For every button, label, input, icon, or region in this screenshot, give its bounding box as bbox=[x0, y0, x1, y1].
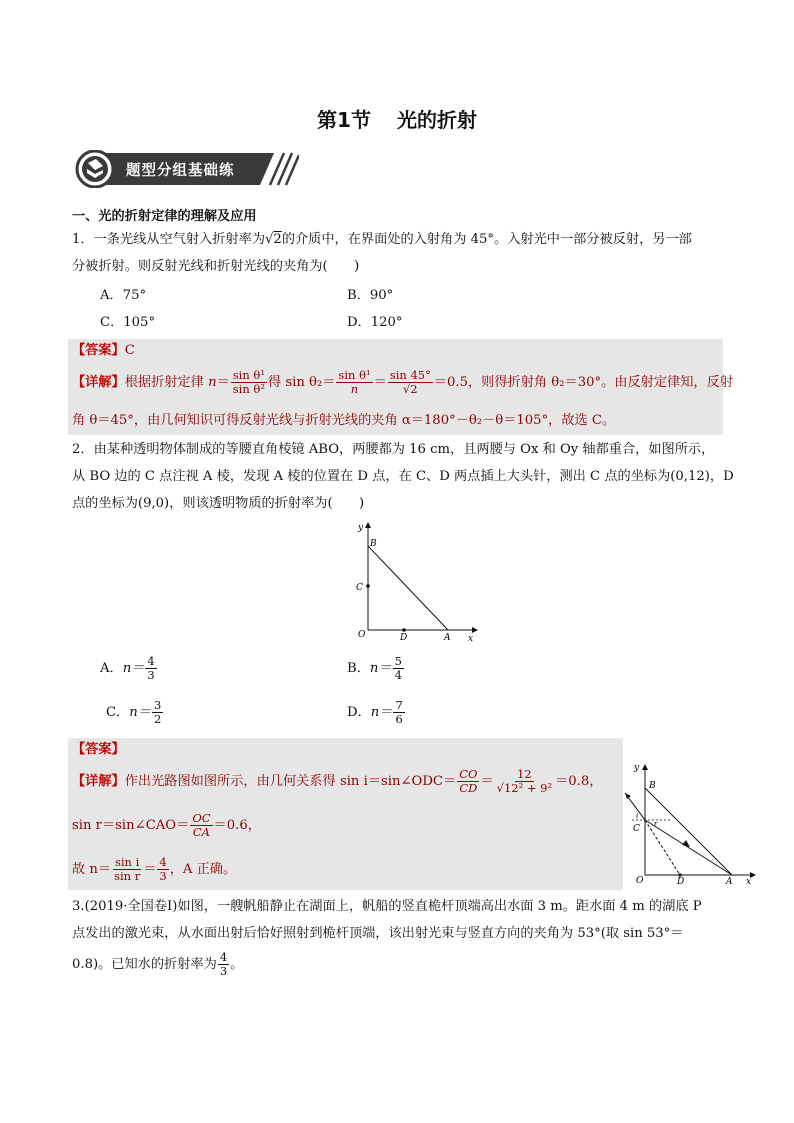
q1-d-text-b: 得 sin θ₂＝ bbox=[267, 375, 336, 390]
q1-fraction-3 bbox=[388, 369, 433, 396]
q2-detail-line1 bbox=[72, 766, 602, 798]
q2-d1-f1-den: CD bbox=[459, 781, 478, 795]
q1-option-b: B．90° bbox=[347, 288, 394, 303]
q2-d2-f-den: CA bbox=[192, 825, 210, 839]
q2-hypotenuse bbox=[368, 546, 448, 630]
q2-d1-f1-num: CO bbox=[459, 767, 478, 781]
q2-answer-tag: 【答案】 bbox=[72, 742, 125, 757]
q2-d1-text-b: ＝0.8， bbox=[555, 774, 603, 789]
q2-y-arrow-icon bbox=[365, 522, 371, 528]
q3-frac-den: 3 bbox=[219, 964, 228, 978]
q2-d3-f2-num: 4 bbox=[159, 855, 167, 869]
book-badge-icon bbox=[77, 151, 113, 187]
q2-detail-figure bbox=[620, 760, 760, 885]
q2f-ray-ac bbox=[645, 820, 732, 875]
q2f-label-r: r bbox=[654, 820, 658, 828]
q2-d3-frac-1 bbox=[112, 856, 142, 883]
q1-option-c: C．105° bbox=[100, 315, 156, 330]
q2-opt-d-frac bbox=[393, 699, 404, 726]
q1-option-d: D．120° bbox=[347, 315, 403, 330]
q1-text-b: 的介质中，在界面处的入射角为 45°。入射光中一部分被反射，另一部 bbox=[281, 232, 692, 247]
q2-d3-frac-2 bbox=[157, 856, 168, 883]
section-number: 第1节 bbox=[317, 108, 371, 132]
q2-opt-a-frac bbox=[145, 655, 156, 682]
q2-opt-c-n: n＝ bbox=[129, 705, 151, 720]
q2f-label-o: O bbox=[636, 876, 644, 885]
q2-opt-d-num: 7 bbox=[395, 698, 403, 712]
q2f-ray-arrow-icon bbox=[682, 840, 690, 847]
q1-option-a: A．75° bbox=[100, 288, 147, 303]
q3-text-a: 0.8)。已知水的折射率为 bbox=[72, 957, 217, 972]
q2-d1-text-a: 作出光路图如图所示，由几何关系得 sin i＝sin∠ODC＝ bbox=[124, 774, 457, 789]
q3-frac-num: 4 bbox=[219, 950, 228, 964]
q2-label-y: y bbox=[358, 523, 364, 533]
q2f-label-x: x bbox=[746, 877, 752, 885]
q1-fraction-1 bbox=[231, 369, 267, 396]
q2f-label-i: i bbox=[636, 812, 639, 820]
q2-option-c bbox=[106, 696, 164, 730]
q1-radicand: 2 bbox=[273, 232, 282, 247]
q2-opt-a-num: 4 bbox=[147, 654, 155, 668]
q1-f2-den: n bbox=[350, 382, 359, 396]
q2-option-b bbox=[347, 652, 405, 686]
q2-d3-text-a: 故 n＝ bbox=[72, 862, 112, 877]
section-heading: 一、光的折射定律的理解及应用 bbox=[72, 209, 257, 224]
q2-d3-f1-num: sin i bbox=[114, 855, 140, 869]
q2-d3-text-b: ，A 正确。 bbox=[169, 862, 237, 877]
q3-text-b: 。 bbox=[230, 957, 244, 972]
q2-stem-line1: 2．由某种透明物体制成的等腰直角棱镜 ABO，两腰都为 16 cm，且两腰与 Ox 和 Oy 轴都重合，如图所示， bbox=[72, 442, 715, 457]
q2f-dashed-cd bbox=[645, 820, 680, 875]
q1-answer bbox=[72, 342, 135, 359]
q2-d1-frac-2 bbox=[495, 768, 554, 795]
q2-d2-text-a: sin r＝sin∠CAO＝ bbox=[72, 818, 190, 833]
q1-answer-value: C bbox=[124, 343, 135, 358]
q1-f1-den: sin θ² bbox=[232, 382, 265, 396]
q2-d1-f2-den: √12² + 9² bbox=[496, 781, 553, 795]
q1-detail-line1 bbox=[72, 369, 733, 396]
q2f-y-arrow-icon bbox=[642, 764, 648, 770]
q2-opt-b-num: 5 bbox=[394, 654, 402, 668]
q2-x-arrow-icon bbox=[472, 627, 478, 633]
q2-opt-b-frac bbox=[393, 655, 404, 682]
q2-label-a: A bbox=[444, 633, 451, 642]
q2f-label-b: B bbox=[649, 781, 656, 791]
q2-d2-frac bbox=[190, 812, 212, 839]
q2-d3-eq: ＝ bbox=[143, 862, 157, 877]
q2-answer bbox=[72, 741, 125, 758]
q1-d-eq: ＝ bbox=[216, 375, 230, 390]
q2f-label-c: C bbox=[633, 824, 640, 834]
section-banner bbox=[74, 150, 299, 188]
q2f-label-y: y bbox=[634, 763, 640, 773]
q1-detail-line2: 角 θ＝45°，由几何知识可得反射光线与折射光线的夹角 α＝180°－θ₂－θ＝105°，故选 C。 bbox=[72, 413, 616, 428]
q2-opt-a-den: 3 bbox=[147, 668, 155, 682]
q2-label-x: x bbox=[468, 634, 474, 642]
q1-d-eq2: ＝ bbox=[373, 375, 387, 390]
q3-stem-line3 bbox=[72, 948, 243, 982]
q1-text-a: 1．一条光线从空气射入折射率为 bbox=[72, 232, 266, 247]
q1-f1-num: sin θ¹ bbox=[232, 368, 265, 382]
q2-opt-b-den: 4 bbox=[394, 668, 402, 682]
q1-d-n: n bbox=[208, 375, 217, 390]
q2f-out-arrow-icon bbox=[625, 793, 631, 799]
q2-detail-line2 bbox=[72, 810, 261, 842]
q2-label-d: D bbox=[400, 633, 408, 642]
q2-opt-c-den: 2 bbox=[153, 712, 162, 726]
q2-d3-f1-den: sin r bbox=[114, 869, 141, 883]
q1-f2-num: sin θ¹ bbox=[338, 368, 371, 382]
q2-opt-c-num: 3 bbox=[153, 698, 162, 712]
page-title bbox=[0, 104, 794, 133]
q2f-label-a: A bbox=[726, 877, 733, 885]
q3-stem-line1: 3.(2019·全国卷Ⅰ)如图，一艘帆船静止在湖面上，帆船的竖直桅杆顶端高出水面 3 m。距水面 4 m 的湖底 P bbox=[72, 899, 702, 914]
q3-stem-line2: 点发出的激光束，从水面出射后恰好照射到桅杆顶端，该出射光束与竖直方向的夹角为 53°(取 sin 53°＝ bbox=[72, 926, 684, 941]
q2-figure bbox=[350, 520, 480, 642]
q2-opt-c-frac bbox=[152, 699, 163, 726]
q1-stem-line2: 分被折射。则反射光线和折射光线的夹角为( ) bbox=[72, 259, 360, 274]
q1-detail-tag: 【详解】 bbox=[72, 375, 125, 390]
q2f-label-d: D bbox=[677, 877, 685, 885]
q2-d1-frac-1 bbox=[457, 768, 479, 795]
q1-f3-den: √2 bbox=[402, 382, 418, 396]
q2-d1-eq: ＝ bbox=[480, 774, 494, 789]
q2-opt-b-pre: B． bbox=[347, 661, 370, 676]
q1-stem-line1 bbox=[72, 231, 692, 248]
q2-option-a bbox=[100, 652, 158, 686]
q2-opt-d-n: n＝ bbox=[370, 705, 393, 720]
q2-stem-line2: 从 BO 边的 C 点注视 A 棱，发现 A 棱的位置在 D 点，在 C、D 两点插上大头针，测出 C 点的坐标为(0,12)，D bbox=[72, 469, 734, 484]
q2-detail-tag: 【详解】 bbox=[72, 774, 125, 789]
sqrt-symbol: √2 bbox=[265, 232, 282, 247]
q2-stem-line3: 点的坐标为(9,0)，则该透明物质的折射率为( ) bbox=[72, 496, 365, 511]
q2-d2-text-b: ＝0.6， bbox=[213, 818, 261, 833]
q2-point-c bbox=[366, 584, 370, 588]
q2-opt-c-pre: C． bbox=[106, 705, 130, 720]
q2-opt-a-pre: A． bbox=[100, 661, 123, 676]
q1-d-text-a: 根据折射定律 bbox=[124, 375, 209, 390]
q2f-hypotenuse bbox=[645, 788, 732, 875]
q2-opt-a-n: n＝ bbox=[122, 661, 145, 676]
q2-label-b: B bbox=[370, 539, 377, 549]
q1-answer-tag: 【答案】 bbox=[72, 343, 125, 358]
q2-detail-line3 bbox=[72, 854, 236, 886]
q1-fraction-2 bbox=[336, 369, 372, 396]
q2-d2-f-num: OC bbox=[192, 811, 211, 825]
q1-f3-num: sin 45° bbox=[389, 368, 431, 382]
banner-label: 题型分组基础练 bbox=[126, 163, 235, 179]
q2-point-d bbox=[402, 628, 406, 632]
q3-frac bbox=[218, 951, 229, 978]
q2-d3-f2-den: 3 bbox=[159, 869, 167, 883]
q2-opt-d-den: 6 bbox=[395, 712, 403, 726]
q2-label-c: C bbox=[356, 583, 363, 593]
q2-option-d bbox=[347, 696, 406, 730]
q2-opt-d-pre: D． bbox=[347, 705, 371, 720]
q2-opt-b-n: n＝ bbox=[369, 661, 392, 676]
section-topic: 光的折射 bbox=[396, 108, 477, 132]
q1-d-text-c: ＝0.5，则得折射角 θ₂＝30°。由反射定律知，反射 bbox=[433, 375, 733, 390]
q2-d1-f2-num: 12 bbox=[517, 767, 532, 781]
q2-label-o: O bbox=[358, 630, 366, 640]
